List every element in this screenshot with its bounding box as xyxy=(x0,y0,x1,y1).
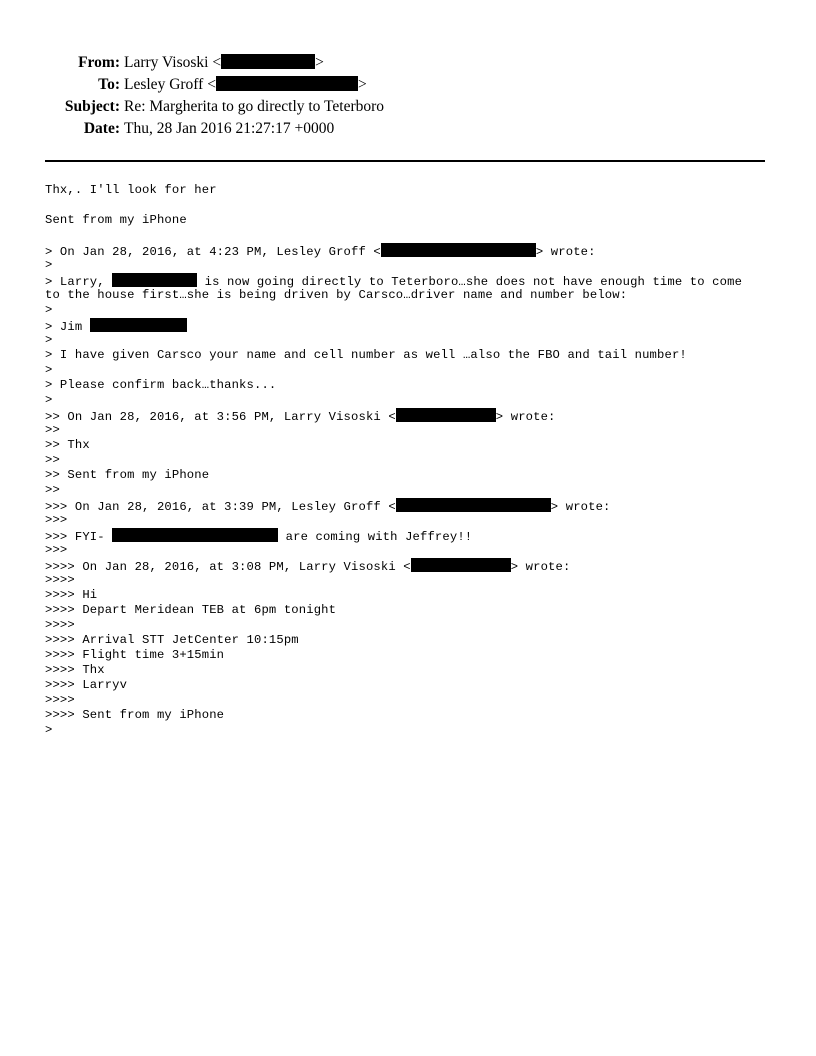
body-line: > I have given Carsco your name and cell number as well …also the FBO and tail number! xyxy=(45,348,687,362)
subject-value: Re: Margherita to go directly to Teterboro xyxy=(124,98,385,115)
redaction-block xyxy=(221,54,315,69)
from-label: From: xyxy=(78,54,120,71)
body-line: >>>> On Jan 28, 2016, at 3:08 PM, Larry Visoski < > wrote: xyxy=(45,560,571,574)
body-line: >> Thx xyxy=(45,438,90,452)
body-line: > Jim xyxy=(45,318,742,333)
redaction-block xyxy=(396,408,496,422)
body-line: >>>> Larryv xyxy=(45,678,128,692)
body-line: >>>> xyxy=(45,693,75,707)
body-line: >>>> Flight time 3+15min xyxy=(45,648,225,662)
body-line: > xyxy=(45,303,53,317)
redaction-block xyxy=(396,498,551,512)
body-line: >>>> Hi xyxy=(45,588,98,602)
body-line: >>> FYI- are coming with Jeffrey!! xyxy=(45,530,473,544)
subject-label: Subject: xyxy=(64,98,120,115)
body-line: > xyxy=(45,258,53,272)
body-line: >> Sent from my iPhone xyxy=(45,468,210,482)
body-line: >> xyxy=(45,453,60,467)
body-line: > xyxy=(45,723,53,737)
body-line: > xyxy=(45,363,53,377)
redaction-block xyxy=(112,528,278,542)
body-line: >> xyxy=(45,423,60,437)
redaction-block xyxy=(381,243,536,257)
body-line: to the house first…she is being driven by Carsco…driver name and number below: xyxy=(45,288,628,302)
body-line: >>>> Arrival STT JetCenter 10:15pm xyxy=(45,633,299,647)
redaction-block xyxy=(411,558,511,572)
body-line: >> On Jan 28, 2016, at 3:56 PM, Larry Visoski < > wrote: xyxy=(45,410,556,424)
body-line: >>> xyxy=(45,513,68,527)
redaction-block xyxy=(216,76,358,91)
to-value: Lesley Groff < > xyxy=(124,76,367,93)
body-line: >>> xyxy=(45,543,68,557)
body-line: > Larry, is now going directly to Teterboro…she does not have enough time to come xyxy=(45,275,743,289)
body-line: >> xyxy=(45,483,60,497)
body-line: > On Jan 28, 2016, at 4:23 PM, Lesley Groff < > wrote: xyxy=(45,245,596,259)
blank-line xyxy=(45,198,742,213)
to-label: To: xyxy=(98,76,120,93)
redaction-block xyxy=(112,273,197,287)
body-line: > Please confirm back…thanks... xyxy=(45,378,277,392)
header-divider xyxy=(45,160,765,162)
body-line: > xyxy=(45,333,53,347)
body-line: >>>> xyxy=(45,573,75,587)
body-line: >>>> xyxy=(45,618,75,632)
body-line: >>>> Depart Meridean TEB at 6pm tonight xyxy=(45,603,337,617)
email-body xyxy=(45,183,742,738)
blank-line xyxy=(45,228,742,243)
body-line: Sent from my iPhone xyxy=(45,213,187,227)
body-line: >>>> Sent from my iPhone xyxy=(45,708,225,722)
date-value: Thu, 28 Jan 2016 21:27:17 +0000 xyxy=(124,120,335,137)
body-line: >>> On Jan 28, 2016, at 3:39 PM, Lesley Groff < > wrote: xyxy=(45,500,611,514)
redaction-block xyxy=(90,318,187,332)
body-line: Thx,. I'll look for her xyxy=(45,183,217,197)
from-value: Larry Visoski < > xyxy=(124,54,324,71)
body-line: >>>> Thx xyxy=(45,663,105,677)
body-line: > xyxy=(45,393,53,407)
date-label: Date: xyxy=(83,120,120,137)
